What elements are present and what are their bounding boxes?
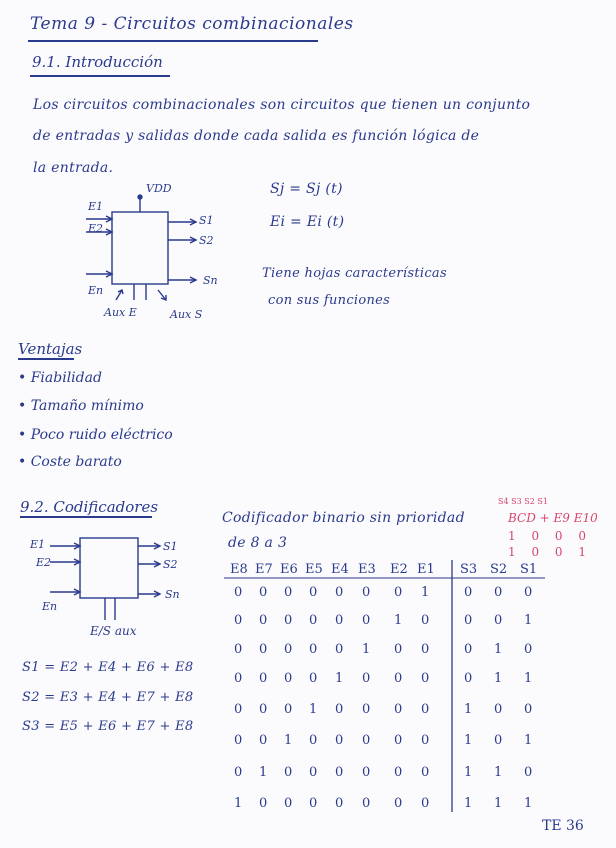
table-cell-input: 1: [362, 642, 371, 657]
table-cell-output: 0: [464, 585, 473, 600]
table-cell-input: 0: [234, 765, 243, 780]
table-cell-input: 0: [284, 613, 293, 628]
table-cell-input: 0: [234, 613, 243, 628]
table-cell-input: 1: [259, 765, 268, 780]
aux-s-label: Aux S: [170, 308, 203, 321]
table-cell-output: 1: [464, 702, 473, 717]
encoder-title: Codificador binario sin prioridad: [222, 510, 465, 526]
table-cell-input: 0: [394, 642, 403, 657]
table-cell-input: 0: [362, 702, 371, 717]
equation-sj: Sj = Sj (t): [270, 181, 343, 197]
table-header-input: E1: [417, 562, 435, 577]
table-cell-input: 0: [421, 796, 430, 811]
table-header-input: E6: [280, 562, 298, 577]
table-cell-input: 0: [284, 585, 293, 600]
page-title: Tema 9 - Circuitos combinacionales: [30, 14, 354, 34]
table-cell-input: 0: [234, 585, 243, 600]
s2-label: S2: [199, 234, 214, 247]
table-cell-output: 1: [524, 796, 533, 811]
table-cell-input: 0: [394, 585, 403, 600]
table-cell-output: 0: [524, 702, 533, 717]
table-cell-output: 0: [524, 765, 533, 780]
table-cell-input: 1: [394, 613, 403, 628]
equation-s3: S3 = E5 + E6 + E7 + E8: [22, 719, 194, 734]
table-cell-input: 0: [259, 585, 268, 600]
table-cell-input: 0: [284, 671, 293, 686]
table-cell-input: 0: [335, 702, 344, 717]
table-cell-input: 1: [309, 702, 318, 717]
table-cell-input: 0: [421, 671, 430, 686]
table-cell-input: 1: [335, 671, 344, 686]
table-cell-input: 0: [362, 733, 371, 748]
table-header-output: S2: [490, 562, 508, 577]
table-cell-output: 1: [524, 671, 533, 686]
encoder-block: [80, 538, 138, 598]
aux-e-label: Aux E: [104, 306, 137, 319]
table-header-input: E4: [331, 562, 349, 577]
enc-aux-label: E/S aux: [90, 624, 137, 638]
table-cell-input: 0: [309, 671, 318, 686]
table-header-input: E3: [358, 562, 376, 577]
table-cell-input: 0: [284, 765, 293, 780]
table-header-input: E2: [390, 562, 408, 577]
enc-sn-label: Sn: [165, 588, 180, 601]
table-cell-input: 0: [234, 642, 243, 657]
table-cell-input: 0: [362, 765, 371, 780]
table-cell-input: 0: [259, 642, 268, 657]
equation-ei: Ei = Ei (t): [270, 214, 345, 230]
table-cell-output: 1: [494, 765, 503, 780]
s1-label: S1: [199, 214, 214, 227]
circuit-block: [112, 212, 168, 284]
ventaja-item: • Coste barato: [18, 454, 122, 470]
table-cell-input: 0: [362, 671, 371, 686]
table-cell-input: 1: [421, 585, 430, 600]
bcd-header: S4 S3 S2 S1: [498, 497, 548, 506]
section1-heading: 9.1. Introducción: [32, 53, 163, 71]
ventaja-item: • Poco ruido eléctrico: [18, 427, 173, 443]
table-cell-output: 0: [494, 733, 503, 748]
en-label: En: [88, 284, 104, 297]
table-cell-input: 0: [335, 585, 344, 600]
table-cell-input: 0: [309, 796, 318, 811]
ventaja-item: • Tamaño mínimo: [18, 398, 144, 414]
table-cell-input: 0: [259, 671, 268, 686]
table-cell-input: 0: [309, 585, 318, 600]
note-line: con sus funciones: [268, 293, 391, 308]
table-cell-output: 1: [494, 796, 503, 811]
note-line: Tiene hojas características: [262, 266, 447, 281]
table-cell-input: 0: [421, 613, 430, 628]
table-cell-output: 1: [464, 765, 473, 780]
table-cell-output: 0: [494, 613, 503, 628]
table-cell-output: 0: [464, 642, 473, 657]
table-cell-input: 0: [309, 733, 318, 748]
encoder-subtitle: de 8 a 3: [228, 535, 288, 551]
equation-s1: S1 = E2 + E4 + E6 + E8: [22, 660, 194, 675]
table-header-input: E8: [230, 562, 248, 577]
table-cell-input: 0: [421, 765, 430, 780]
table-header-output: S3: [460, 562, 478, 577]
table-cell-input: 0: [284, 702, 293, 717]
table-cell-output: 0: [464, 671, 473, 686]
section2-underline: [20, 516, 152, 518]
enc-s2-label: S2: [163, 558, 178, 571]
table-cell-output: 1: [464, 733, 473, 748]
table-cell-input: 0: [394, 702, 403, 717]
table-cell-output: 0: [464, 613, 473, 628]
table-cell-output: 0: [494, 702, 503, 717]
table-cell-input: 0: [362, 796, 371, 811]
section2-heading: 9.2. Codificadores: [20, 498, 159, 516]
table-cell-input: 0: [362, 613, 371, 628]
table-cell-input: 0: [309, 642, 318, 657]
table-cell-input: 0: [362, 585, 371, 600]
enc-e2-label: E2: [36, 556, 52, 569]
paragraph-line: de entradas y salidas donde cada salida es función lógica de: [33, 128, 480, 144]
e2-label: E2: [88, 222, 104, 235]
table-cell-output: 1: [494, 642, 503, 657]
table-cell-input: 0: [234, 733, 243, 748]
table-cell-input: 0: [421, 642, 430, 657]
table-cell-input: 0: [309, 613, 318, 628]
table-cell-input: 1: [234, 796, 243, 811]
table-cell-input: 0: [394, 796, 403, 811]
table-cell-input: 0: [394, 671, 403, 686]
table-header-output: S1: [520, 562, 538, 577]
bcd-label: BCD + E9 E10: [508, 511, 598, 525]
sn-label: Sn: [203, 274, 218, 287]
table-cell-output: 0: [524, 585, 533, 600]
e1-label: E1: [88, 200, 104, 213]
table-cell-output: 1: [524, 613, 533, 628]
table-cell-input: 0: [335, 765, 344, 780]
table-cell-input: 0: [335, 642, 344, 657]
table-cell-input: 0: [335, 796, 344, 811]
bcd-row: 1 0 0 0: [508, 529, 592, 543]
table-cell-input: 0: [259, 733, 268, 748]
enc-e1-label: E1: [30, 538, 46, 551]
paragraph-line: Los circuitos combinacionales son circuitos que tienen un conjunto: [33, 97, 531, 113]
table-cell-input: 0: [259, 796, 268, 811]
ventajas-underline: [18, 358, 74, 360]
table-cell-output: 1: [494, 671, 503, 686]
page-number: TE 36: [542, 818, 584, 834]
table-cell-output: 1: [524, 733, 533, 748]
enc-en-label: En: [42, 600, 58, 613]
table-cell-input: 0: [421, 733, 430, 748]
table-cell-input: 0: [284, 642, 293, 657]
table-header-input: E5: [305, 562, 323, 577]
table-cell-input: 0: [259, 613, 268, 628]
table-cell-input: 0: [234, 702, 243, 717]
table-cell-input: 0: [421, 702, 430, 717]
table-cell-input: 0: [284, 796, 293, 811]
table-cell-input: 0: [234, 671, 243, 686]
table-cell-input: 0: [394, 765, 403, 780]
ventajas-heading: Ventajas: [18, 340, 83, 358]
table-header-input: E7: [255, 562, 273, 577]
paragraph-line: la entrada.: [33, 160, 114, 176]
table-cell-input: 0: [335, 733, 344, 748]
table-cell-output: 1: [464, 796, 473, 811]
equation-s2: S2 = E3 + E4 + E7 + E8: [22, 690, 194, 705]
table-cell-input: 0: [394, 733, 403, 748]
table-cell-input: 1: [284, 733, 293, 748]
bcd-row: 1 0 0 1: [508, 545, 592, 559]
ventaja-item: • Fiabilidad: [18, 370, 102, 386]
table-cell-input: 0: [335, 613, 344, 628]
table-cell-input: 0: [259, 702, 268, 717]
table-cell-input: 0: [309, 765, 318, 780]
table-cell-output: 0: [524, 642, 533, 657]
vdd-label: VDD: [146, 182, 172, 195]
table-cell-output: 0: [494, 585, 503, 600]
enc-s1-label: S1: [163, 540, 178, 553]
